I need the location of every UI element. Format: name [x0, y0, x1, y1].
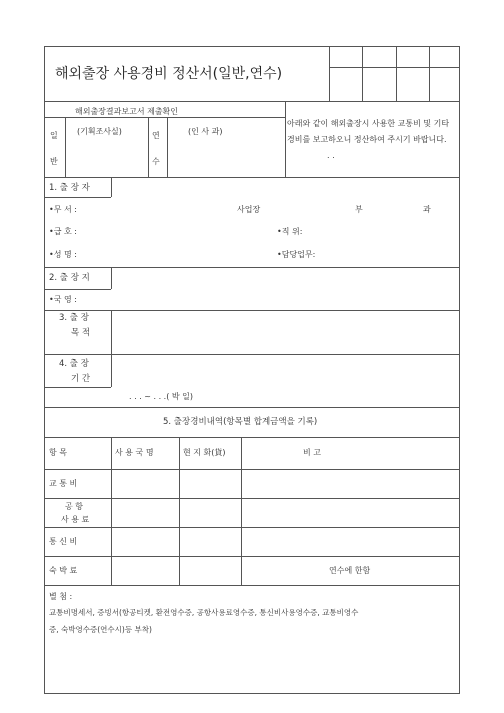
line-confirm-il-right [65, 117, 66, 177]
expense-settlement-form [44, 46, 460, 694]
line-confirm-bottom [45, 177, 459, 178]
line-sec4-bottom [45, 407, 459, 408]
line-row3-top [45, 527, 459, 528]
line-approval-3 [429, 47, 430, 101]
line-confirm-right [285, 101, 286, 177]
line-sec4-label-right [111, 354, 112, 387]
line-confirm-header-bottom [45, 117, 285, 118]
line-sec2-label-bottom [45, 289, 111, 290]
period-line: . . . ~ . . .( 박 일) [129, 392, 194, 401]
line-col-currency-right [241, 437, 242, 585]
row-telecom-label: 통 신 비 [49, 537, 78, 546]
line-row1-top [45, 469, 459, 470]
section4-label-line2: 기 간 [71, 374, 91, 384]
section3-label-line2: 목 적 [71, 328, 91, 338]
section5-label: 5. 출장경비내역(항목별 합계금액을 기록) [163, 417, 318, 427]
row-lodging-label: 숙 박 료 [49, 566, 78, 575]
name-label: •성 명 : [49, 250, 77, 259]
line-approval-2 [396, 47, 397, 101]
position-label: •직 위: [277, 227, 303, 236]
confirm-header: 해외출장결과보고서 제출확인 [75, 107, 179, 116]
line-title-bottom [45, 101, 459, 102]
line-sec1-label-right [111, 177, 112, 197]
col-country-header: 사 용 국 명 [115, 448, 154, 457]
row-airport-label-line2: 사 용 료 [61, 515, 90, 524]
col-currency-header: 현 지 화(貨) [183, 448, 226, 457]
line-col-country-right [179, 437, 180, 585]
line-sec3-label-right [111, 310, 112, 354]
line-sec2-bottom [45, 310, 459, 311]
line-table-bottom [45, 585, 459, 586]
section2-label: 2. 출 장 지 [49, 273, 90, 283]
confirm-il: 일 [50, 131, 58, 140]
attachment-text-line1: 교통비명세서, 증빙서(항공티켓, 환전영수증, 공항사용료영수증, 통신비사용영수증, 교통비영수 [49, 608, 359, 617]
section1-label: 1. 출 장 자 [49, 183, 90, 193]
line-sec4-label-bottom [45, 387, 111, 388]
attachment-text-line2: 증, 숙박영수증(연수시)등 부착) [49, 625, 152, 634]
request-text-line1: 아래와 같이 해외출장시 사용한 교통비 및 기타 [287, 119, 450, 128]
line-sec1-bottom [45, 267, 459, 268]
row-lodging-note: 연수에 한함 [329, 566, 371, 575]
gwa-label: 과 [423, 205, 431, 214]
request-date: . . [327, 151, 335, 160]
line-sec2-label-right [111, 267, 112, 289]
line-approval-mid [329, 67, 459, 68]
line-approval-left [329, 47, 330, 101]
line-sec5-header-bottom [45, 437, 459, 438]
confirm-planning-office: (기획조사실) [77, 127, 122, 136]
affiliation-label: •무 서 : [49, 205, 77, 214]
confirm-yeon: 연 [152, 131, 160, 140]
grade-label: •급 호 : [49, 227, 77, 236]
line-confirm-yeon-right [167, 117, 168, 177]
page-title: 해외출장 사용경비 정산서(일반,연수) [55, 66, 283, 82]
request-text-line2: 경비를 보고하오니 정산하여 주시기 바랍니다. [287, 135, 447, 144]
section3-label-line1: 3. 출 장 [59, 313, 89, 323]
attachment-label: 별 첨 : [49, 592, 73, 601]
row-transport-label: 교 통 비 [49, 479, 78, 488]
line-approval-1 [362, 47, 363, 101]
bu-label: 부 [355, 205, 363, 214]
col-note-header: 비 고 [303, 448, 321, 457]
line-col-item-right [111, 437, 112, 585]
line-sec1-label-bottom [45, 197, 111, 198]
line-row2-top [45, 498, 459, 499]
line-row4-top [45, 556, 459, 557]
line-sec3-bottom [45, 354, 459, 355]
duty-label: •담당업무: [277, 250, 316, 259]
confirm-ban: 반 [50, 157, 58, 166]
workplace-label: 사업장 [237, 205, 261, 214]
confirm-hr-dept: (인 사 과) [188, 127, 223, 136]
col-item-header: 항 목 [49, 448, 67, 457]
line-confirm-yeon-left [148, 117, 149, 177]
row-airport-label-line1: 공 항 [65, 502, 83, 511]
section4-label-line1: 4. 출 장 [59, 359, 89, 369]
country-label: •국 영 : [49, 295, 77, 304]
confirm-su: 수 [152, 157, 160, 166]
